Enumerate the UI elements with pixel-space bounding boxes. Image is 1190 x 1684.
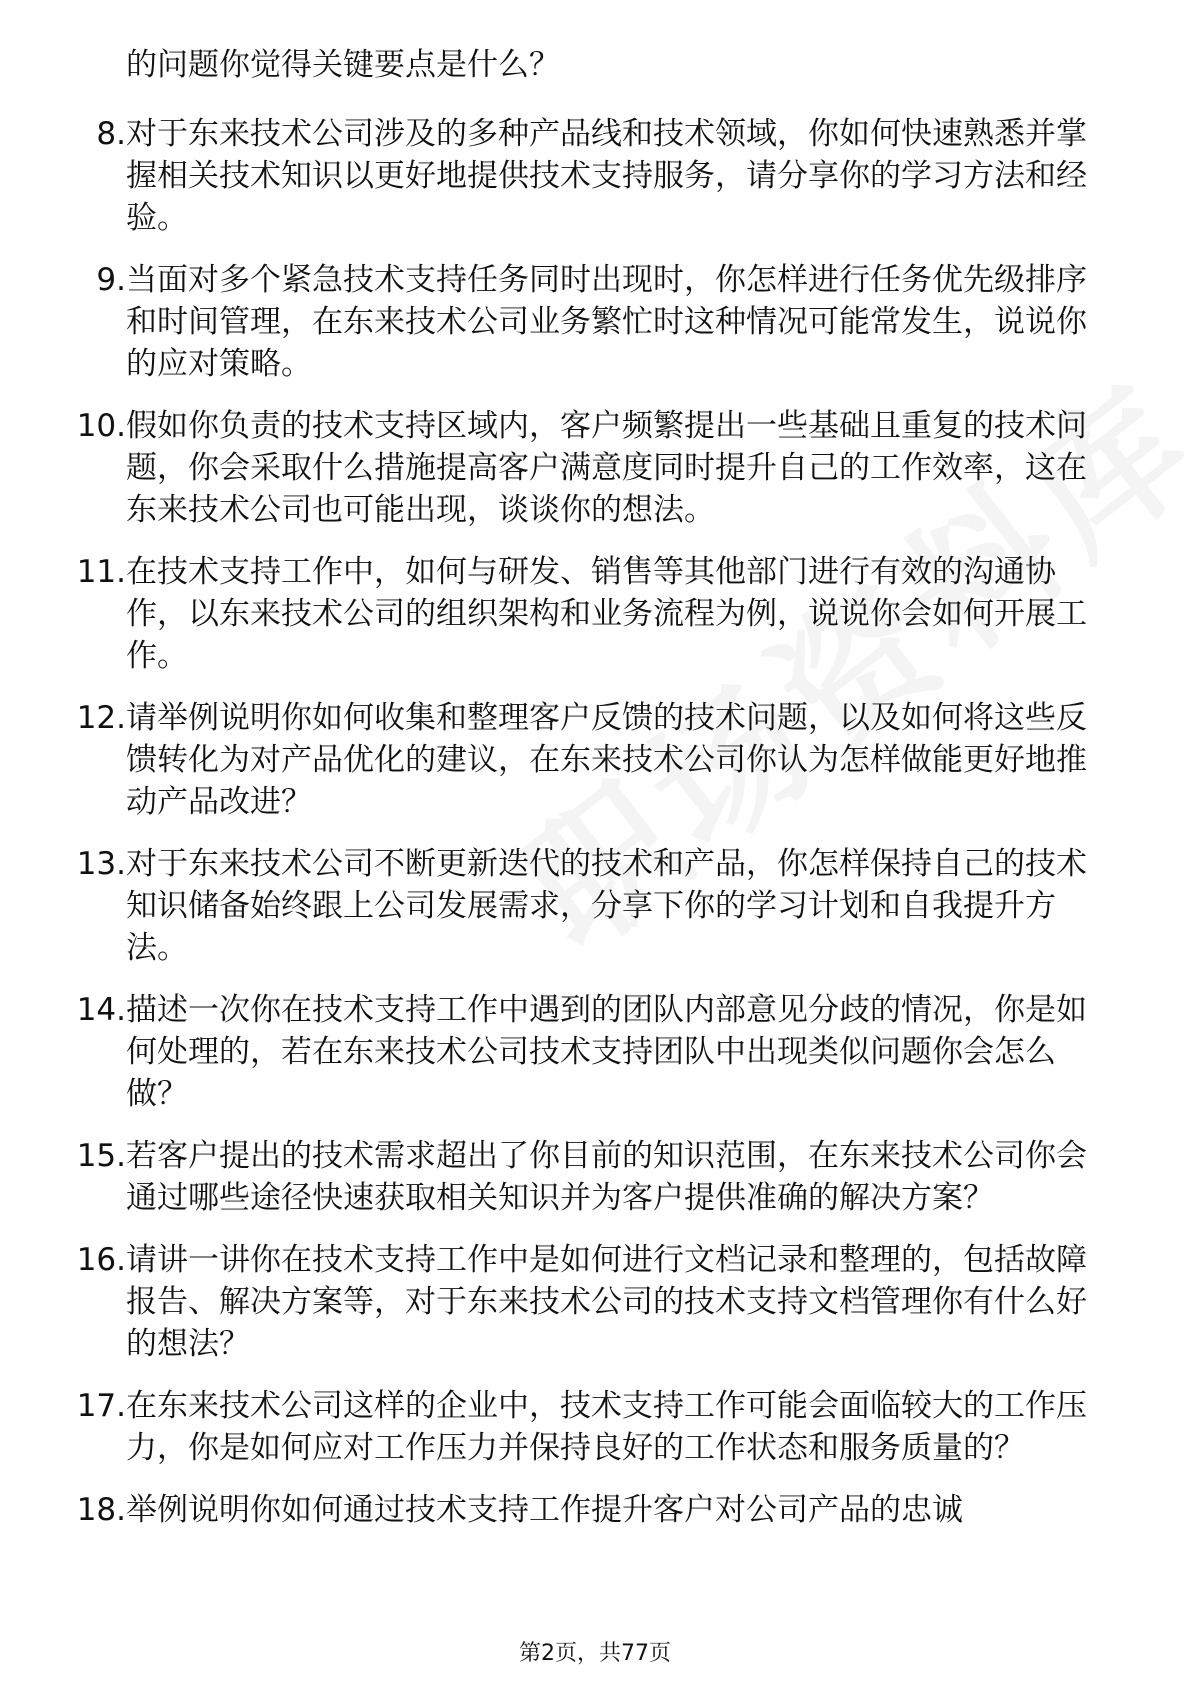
list-item [58, 551, 1118, 677]
question-text [126, 1135, 1106, 1219]
question-number: 14. [76, 992, 126, 1028]
question-text [126, 259, 1106, 385]
question-text [126, 1239, 1106, 1365]
question-text [126, 551, 1106, 677]
question-number: 16. [76, 1242, 126, 1278]
list-item [58, 1489, 1118, 1531]
list-item [58, 1239, 1118, 1365]
list-item [58, 1135, 1118, 1219]
question-text [126, 405, 1106, 531]
list-item [58, 405, 1118, 531]
question-text [126, 1385, 1106, 1469]
question-text-content: 假如你负责的技术支持区域内，客户频繁提出一些基础且重复的技术问题，你会采取什么措施提高客户满意度同时提升自己的工作效率，这在东来技术公司也可能出现，谈谈你的想法。 [126, 408, 1087, 528]
question-number: 18. [76, 1492, 126, 1528]
question-text-content: 请举例说明你如何收集和整理客户反馈的技术问题，以及如何将这些反馈转化为对产品优化的建议，在东来技术公司你认为怎样做能更好地推动产品改进？ [126, 700, 1087, 820]
question-text [126, 989, 1106, 1115]
question-text-content: 在技术支持工作中，如何与研发、销售等其他部门进行有效的沟通协作，以东来技术公司的组织架构和业务流程为例，说说你会如何开展工作。 [126, 554, 1087, 674]
question-text-content: 当面对多个紧急技术支持任务同时出现时，你怎样进行任务优先级排序和时间管理，在东来技术公司业务繁忙时这种情况可能常发生，说说你的应对策略。 [126, 262, 1087, 382]
list-item [58, 113, 1118, 239]
question-number: 10. [76, 408, 126, 444]
question-number: 12. [76, 700, 126, 736]
question-text-content: 在东来技术公司这样的企业中，技术支持工作可能会面临较大的工作压力，你是如何应对工作压力并保持良好的工作状态和服务质量的？ [126, 1388, 1087, 1466]
question-number: 17. [76, 1388, 126, 1424]
question-text-content: 请讲一讲你在技术支持工作中是如何进行文档记录和整理的，包括故障报告、解决方案等，对于东来技术公司的技术支持文档管理你有什么好的想法？ [126, 1242, 1087, 1362]
list-item [58, 1385, 1118, 1469]
list-item [58, 843, 1118, 969]
question-text-content: 对于东来技术公司涉及的多种产品线和技术领域，你如何快速熟悉并掌握相关技术知识以更好地提供技术支持服务，请分享你的学习方法和经验。 [126, 116, 1087, 236]
list-item [58, 259, 1118, 385]
question-number: 15. [76, 1138, 126, 1174]
question-text-content: 若客户提出的技术需求超出了你目前的知识范围，在东来技术公司你会通过哪些途径快速获取相关知识并为客户提供准确的解决方案？ [126, 1138, 1087, 1216]
question-text-content: 描述一次你在技术支持工作中遇到的团队内部意见分歧的情况，你是如何处理的，若在东来技术公司技术支持团队中出现类似问题你会怎么做？ [126, 992, 1087, 1112]
question-number: 13. [76, 846, 126, 882]
question-text [126, 843, 1106, 969]
question-list [58, 113, 1118, 1551]
continuation-text: 的问题你觉得关键要点是什么？ [126, 47, 560, 83]
question-number: 9. [96, 262, 126, 298]
list-item [58, 697, 1118, 823]
question-number: 8. [96, 116, 126, 152]
list-item [58, 989, 1118, 1115]
question-number: 11. [76, 554, 126, 590]
question-text-content: 举例说明你如何通过技术支持工作提升客户对公司产品的忠诚 [126, 1492, 963, 1528]
page-footer: 第2页，共77页 [519, 1641, 671, 1666]
question-text [126, 697, 1106, 823]
question-text [126, 1489, 1106, 1531]
question-text [126, 113, 1106, 239]
question-text-content: 对于东来技术公司不断更新迭代的技术和产品，你怎样保持自己的技术知识储备始终跟上公司发展需求，分享下你的学习计划和自我提升方法。 [126, 846, 1087, 966]
